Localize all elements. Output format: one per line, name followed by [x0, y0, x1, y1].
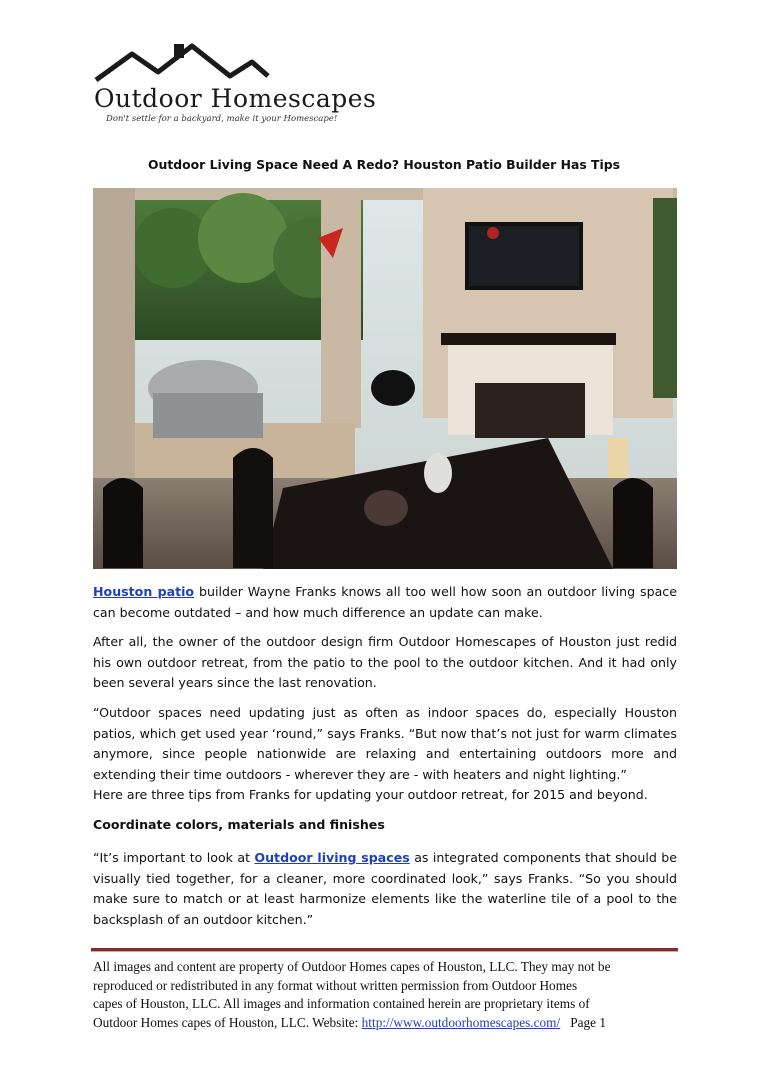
- paragraph-5-after: as integrated components that should be visually tied together, for a cleaner, more coordinated look,” says Franks. “So you should make sure to match or at least harmonize elements like the waterline tile of a pool to the backsplash of an outdoor kitchen.”: [93, 850, 677, 927]
- section-heading: Coordinate colors, materials and finishes: [93, 817, 385, 832]
- article-title: Outdoor Living Space Need A Redo? Houston Patio Builder Has Tips: [148, 157, 620, 172]
- footer-line-1: All images and content are property of Outdoor Homes capes of Houston, LLC. They may not be: [93, 959, 611, 974]
- footer-notice: [93, 958, 685, 1032]
- paragraph-1: [93, 582, 677, 623]
- logo-name: Outdoor Homescapes: [94, 84, 377, 113]
- company-logo: [92, 38, 377, 130]
- footer-line-4-prefix: Outdoor Homes capes of Houston, LLC. Website:: [93, 1014, 362, 1030]
- paragraph-1-text: builder Wayne Franks knows all too well how soon an outdoor living space can become outdated – and how much difference an update can make.: [93, 584, 677, 620]
- logo-tagline: Don't settle for a backyard, make it your Homescape!: [106, 114, 338, 124]
- footer-divider: [91, 948, 678, 952]
- patio-photo: [93, 188, 677, 569]
- footer-line-3: capes of Houston, LLC. All images and information contained herein are proprietary items of: [93, 996, 590, 1011]
- paragraph-5-before: “It’s important to look at: [93, 850, 255, 865]
- house-roof-icon: [92, 38, 342, 88]
- website-link[interactable]: http://www.outdoorhomescapes.com/: [361, 1014, 561, 1030]
- footer-line-4: [93, 1014, 685, 1033]
- page-number: Page 1: [570, 1014, 607, 1030]
- footer-line-2: reproduced or redistributed in any format without written permission from Outdoor Homes: [93, 977, 578, 993]
- paragraph-3: “Outdoor spaces need updating just as often as indoor spaces do, especially Houston patios, which get used year ‘round,” says Franks. “But now that’s not just for warm climates anymore, since people nationwide are relaxing and entertaining outdoors more and extending their time outdoors - wherever they are - with heaters and night lighting.”: [93, 705, 677, 782]
- houston-patio-link[interactable]: Houston patio: [93, 584, 195, 599]
- outdoor-living-spaces-link[interactable]: Outdoor living spaces: [254, 850, 410, 865]
- paragraph-4: Here are three tips from Franks for updating your outdoor retreat, for 2015 and beyond.: [93, 787, 648, 802]
- paragraph-2: After all, the owner of the outdoor design firm Outdoor Homescapes of Houston just redid his own outdoor retreat, from the patio to the pool to the outdoor kitchen. And it had only been several years since the last renovation.: [93, 634, 677, 690]
- paragraph-5: [93, 848, 677, 930]
